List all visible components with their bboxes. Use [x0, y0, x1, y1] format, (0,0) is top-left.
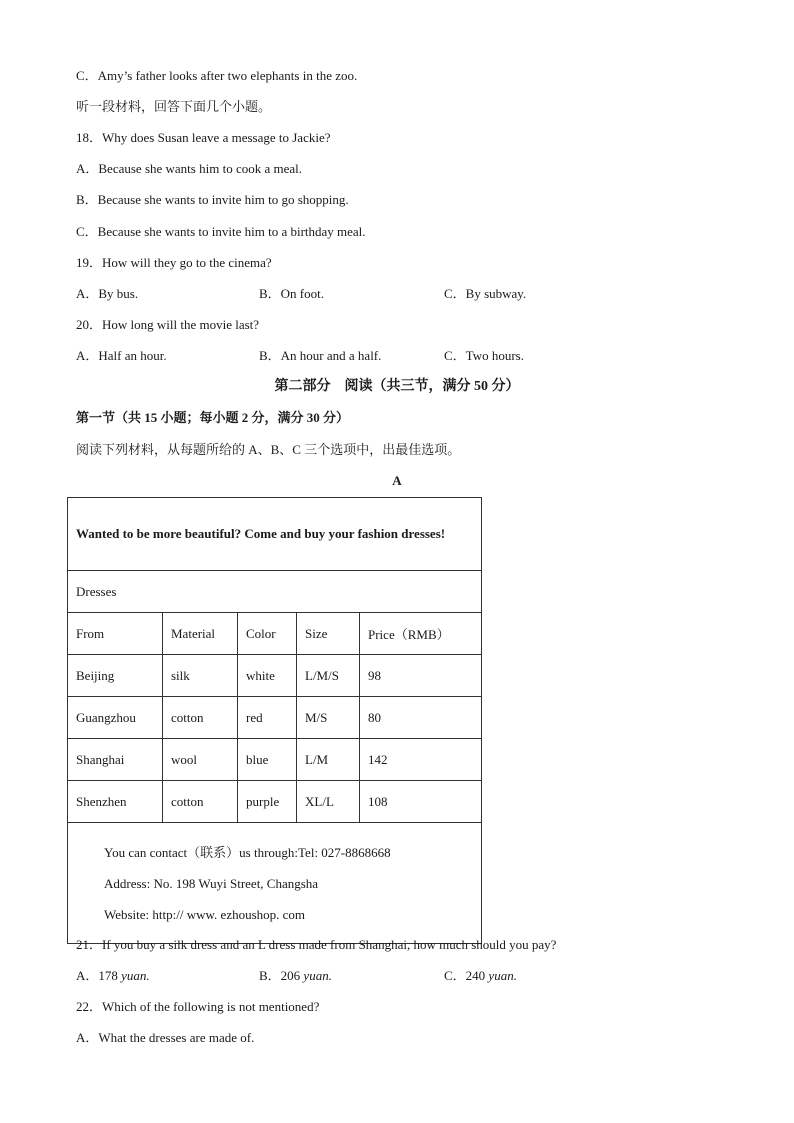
- q21-option-a-value: A．178: [76, 968, 122, 983]
- q19-option-c: C．By subway.: [444, 286, 527, 301]
- passage-label: A: [392, 473, 402, 488]
- table-row: [68, 697, 482, 739]
- reading-instruction: 阅读下列材料，从每题所给的 A、B、C 三个选项中，出最佳选项。: [76, 442, 461, 457]
- cell-from: Guangzhou: [68, 697, 163, 739]
- cell-material: cotton: [163, 697, 238, 739]
- table-row: [68, 781, 482, 823]
- q21-question: 21．If you buy a silk dress and an L dress made from Shanghai, how much should you pay?: [76, 937, 557, 952]
- q19-option-b: B．On foot.: [259, 286, 325, 301]
- cell-size: XL/L: [297, 781, 360, 823]
- cell-material: cotton: [163, 781, 238, 823]
- q18-option-c: C．Because she wants to invite him to a birthday meal.: [76, 224, 366, 239]
- ad-contact-block: [68, 823, 482, 944]
- cell-price: 80: [360, 697, 482, 739]
- q21-unit: yuan.: [121, 968, 150, 983]
- header-price: Price（RMB）: [360, 613, 482, 655]
- header-color: Color: [238, 613, 297, 655]
- q21-unit: yuan.: [303, 968, 332, 983]
- cell-color: blue: [238, 739, 297, 781]
- cell-color: white: [238, 655, 297, 697]
- cell-price: 108: [360, 781, 482, 823]
- cell-size: L/M: [297, 739, 360, 781]
- listening-instruction: 听一段材料，回答下面几个小题。: [76, 99, 272, 114]
- cell-size: L/M/S: [297, 655, 360, 697]
- cell-size: M/S: [297, 697, 360, 739]
- part2-title: 第二部分 阅读（共三节，满分 50 分）: [274, 379, 520, 394]
- fashion-dress-ad-table: [67, 497, 482, 944]
- ad-category: Dresses: [68, 571, 482, 613]
- cell-color: red: [238, 697, 297, 739]
- q17-option-c: C．Amy’s father looks after two elephants in the zoo.: [76, 68, 358, 83]
- ad-contact-tel: You can contact（联系）us through:Tel: 027-8868668: [104, 844, 391, 860]
- table-row: [68, 739, 482, 781]
- cell-color: purple: [238, 781, 297, 823]
- cell-material: wool: [163, 739, 238, 781]
- q21-option-c: [444, 967, 517, 985]
- table-header-row: [68, 613, 482, 655]
- q21-option-b-value: B．206: [259, 968, 304, 983]
- q21-unit: yuan.: [488, 968, 517, 983]
- cell-from: Shanghai: [68, 739, 163, 781]
- q22-option-a: A．What the dresses are made of.: [76, 1030, 255, 1045]
- cell-from: Beijing: [68, 655, 163, 697]
- q21-option-a: [76, 967, 150, 985]
- cell-from: Shenzhen: [68, 781, 163, 823]
- q20-option-b: B．An hour and a half.: [259, 348, 382, 363]
- q18-option-a: A．Because she wants him to cook a meal.: [76, 161, 302, 176]
- q21-option-c-value: C．240: [444, 968, 489, 983]
- q20-question: 20．How long will the movie last?: [76, 317, 260, 332]
- cell-price: 98: [360, 655, 482, 697]
- header-from: From: [68, 613, 163, 655]
- q18-question: 18．Why does Susan leave a message to Jackie?: [76, 130, 331, 145]
- table-row: [68, 655, 482, 697]
- q22-question: 22．Which of the following is not mentioned?: [76, 999, 320, 1014]
- ad-address: Address: No. 198 Wuyi Street, Changsha: [104, 875, 319, 891]
- cell-price: 142: [360, 739, 482, 781]
- q19-option-a: A．By bus.: [76, 286, 139, 301]
- q18-option-b: B．Because she wants to invite him to go shopping.: [76, 192, 349, 207]
- q20-option-a: A．Half an hour.: [76, 348, 167, 363]
- section1-title: 第一节（共 15 小题；每小题 2 分，满分 30 分）: [76, 410, 350, 425]
- q19-question: 19．How will they go to the cinema?: [76, 255, 272, 270]
- ad-website: Website: http:// www. ezhoushop. com: [104, 906, 306, 922]
- q21-option-b: [259, 967, 332, 985]
- cell-material: silk: [163, 655, 238, 697]
- header-size: Size: [297, 613, 360, 655]
- q20-option-c: C．Two hours.: [444, 348, 524, 363]
- ad-headline: Wanted to be more beautiful? Come and buy your fashion dresses!: [68, 498, 482, 571]
- header-material: Material: [163, 613, 238, 655]
